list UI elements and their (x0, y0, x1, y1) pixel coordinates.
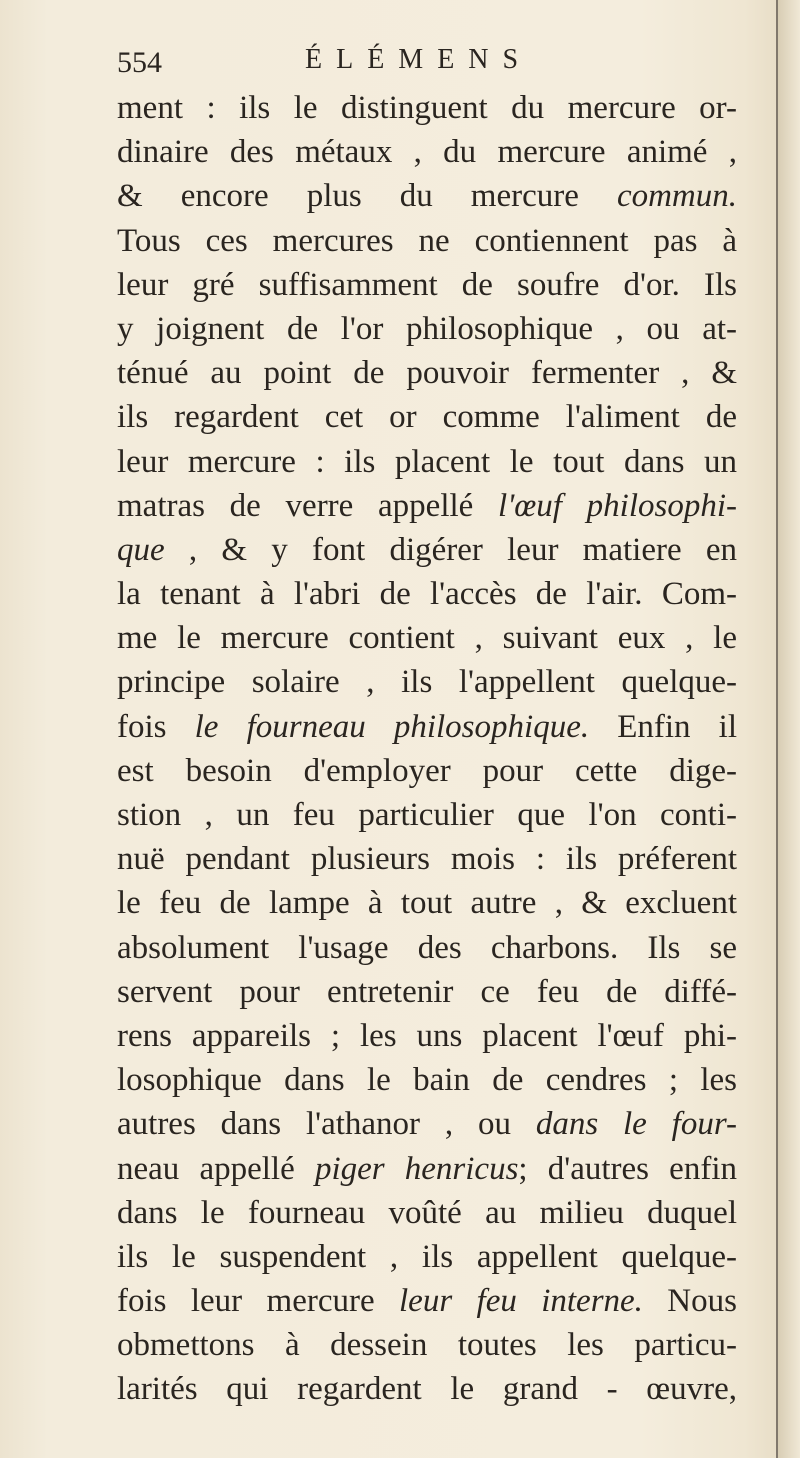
text-segment: Tous ces mercures ne contiennent pas à (117, 222, 737, 259)
text-line (117, 440, 737, 484)
text-segment: est besoin d'employer pour cette dige- (117, 752, 737, 789)
text-segment: ténué au point de pouvoir fermenter , & (117, 355, 737, 392)
running-title: ÉLÉMENS (305, 44, 533, 75)
text-line (117, 749, 737, 793)
page-edge-shadow (778, 0, 800, 1458)
text-segment: larités qui regardent le grand - œuvre, (117, 1371, 737, 1408)
text-segment: neau appellé (117, 1150, 315, 1187)
text-segment: Enfin il (589, 708, 737, 745)
page-number: 554 (117, 46, 162, 79)
text-segment: ment : ils le distinguent du mercure or- (117, 90, 737, 126)
text-line (117, 263, 737, 307)
text-line (117, 1147, 737, 1191)
text-segment: autres dans l'athanor , ou (117, 1106, 536, 1143)
text-segment: me le mercure contient , suivant eux , le (117, 620, 737, 657)
text-segment: , & y font digérer leur matiere en (164, 531, 737, 568)
italic-text: dans le four- (535, 1106, 737, 1143)
italic-text: le fourneau philosophique. (194, 708, 590, 745)
body-text (117, 86, 737, 1412)
text-line (117, 307, 737, 351)
text-line (117, 130, 737, 174)
text-line (117, 86, 737, 130)
text-segment: ils regardent cet or comme l'aliment de (117, 399, 737, 436)
text-segment: leur mercure : ils placent le tout dans un (117, 443, 737, 480)
text-segment: absolument l'usage des charbons. Ils se (117, 929, 737, 966)
text-line (117, 572, 737, 616)
text-line (117, 395, 737, 439)
text-line (117, 1102, 737, 1146)
text-line (117, 484, 737, 528)
text-segment: obmettons à dessein toutes les particu- (117, 1327, 737, 1364)
text-segment: principe solaire , ils l'appellent quelque- (117, 664, 737, 701)
text-segment: ils le suspendent , ils appellent quelque- (117, 1238, 737, 1275)
text-line (117, 970, 737, 1014)
text-line (117, 837, 737, 881)
italic-text: l'œuf philosophi- (498, 487, 737, 524)
text-line (117, 1014, 737, 1058)
text-line (117, 174, 737, 218)
text-line (117, 660, 737, 704)
text-line (117, 616, 737, 660)
text-segment: fois leur mercure (117, 1283, 399, 1320)
text-line (117, 1235, 737, 1279)
text-segment: le feu de lampe à tout autre , & excluent (117, 885, 737, 922)
italic-text: piger henricus (314, 1150, 519, 1187)
italic-text: commun. (616, 178, 737, 215)
text-segment: & encore plus du mercure (117, 178, 617, 215)
text-segment: dans le fourneau voûté au milieu duquel (117, 1194, 737, 1231)
text-line (117, 351, 737, 395)
text-segment: matras de verre appellé (117, 487, 499, 524)
text-line (117, 881, 737, 925)
text-segment: leur gré suffisamment de soufre d'or. Ils (117, 266, 737, 303)
text-segment: la tenant à l'abri de l'accès de l'air. Com- (117, 576, 737, 613)
text-segment: servent pour entretenir ce feu de diffé- (117, 973, 737, 1010)
text-segment: nuë pendant plusieurs mois : ils préferent (117, 841, 737, 878)
text-segment: y joignent de l'or philosophique , ou at- (117, 310, 737, 347)
text-line (117, 1279, 737, 1323)
text-segment: dinaire des métaux , du mercure animé , (117, 134, 737, 171)
text-segment: Nous (642, 1283, 737, 1320)
text-line (117, 1367, 737, 1411)
italic-text: leur feu interne. (399, 1283, 643, 1320)
text-line (117, 926, 737, 970)
text-segment: ; d'autres enfin (518, 1150, 737, 1187)
text-line (117, 793, 737, 837)
text-line (117, 1191, 737, 1235)
text-line (117, 1058, 737, 1102)
italic-text: que (117, 531, 165, 568)
text-line (117, 1323, 737, 1367)
text-segment: stion , un feu particulier que l'on conti- (117, 797, 737, 833)
text-line (117, 528, 737, 572)
text-segment: fois (117, 708, 195, 745)
text-line (117, 705, 737, 749)
text-line (117, 219, 737, 263)
text-segment: rens appareils ; les uns placent l'œuf phi- (117, 1017, 737, 1054)
text-segment: losophique dans le bain de cendres ; les (117, 1062, 737, 1099)
